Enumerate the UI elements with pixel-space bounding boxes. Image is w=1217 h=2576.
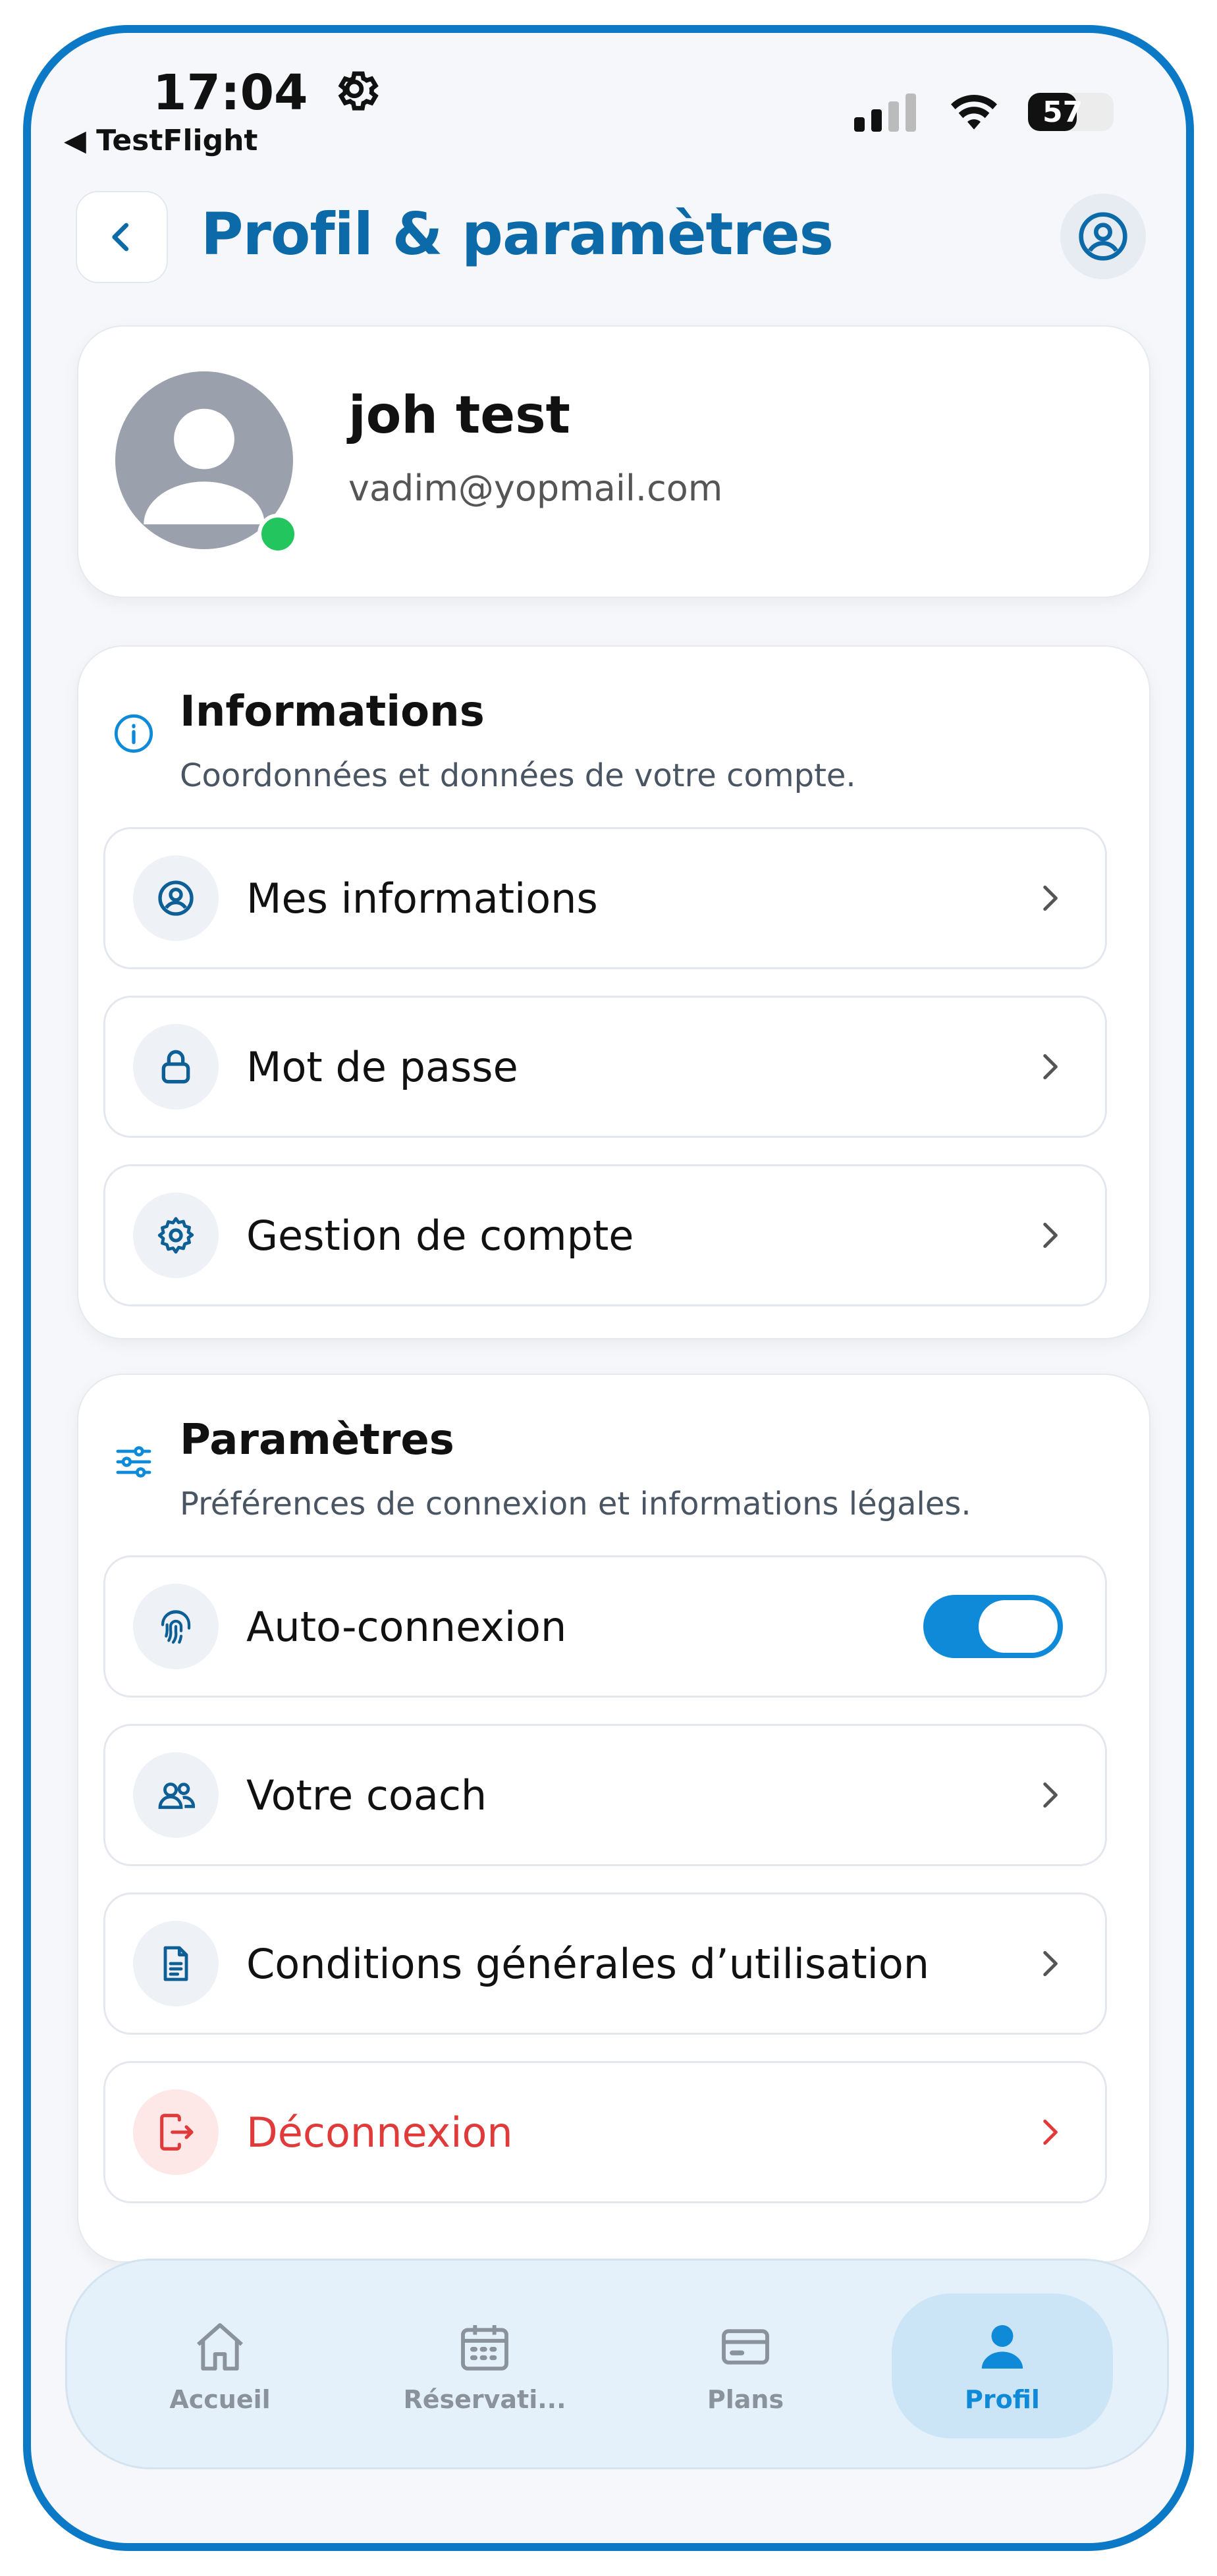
home-icon bbox=[191, 2318, 249, 2376]
battery-icon: 57 bbox=[1028, 93, 1114, 131]
row-auto-connexion bbox=[103, 1555, 1107, 1698]
row-label: Mes informations bbox=[246, 874, 598, 923]
chevron-right-icon bbox=[1033, 1219, 1066, 1252]
document-icon bbox=[133, 1921, 219, 2006]
page-title: Profil & paramètres bbox=[201, 200, 834, 268]
row-label: Auto-connexion bbox=[246, 1602, 567, 1651]
tab-profil[interactable] bbox=[892, 2294, 1113, 2438]
status-indicators bbox=[854, 92, 1114, 132]
profile-name: joh test bbox=[348, 386, 570, 445]
row-deconnexion[interactable] bbox=[103, 2061, 1107, 2203]
informations-subtitle: Coordonnées et données de votre compte. bbox=[180, 757, 856, 794]
users-icon bbox=[133, 1752, 219, 1838]
phone-frame bbox=[23, 25, 1194, 2551]
parametres-subtitle: Préférences de connexion et informations légales. bbox=[180, 1486, 971, 1522]
parametres-title: Paramètres bbox=[180, 1416, 454, 1464]
online-status-dot bbox=[257, 514, 298, 554]
row-conditions-generales[interactable] bbox=[103, 1892, 1107, 2035]
profile-card bbox=[77, 325, 1150, 598]
auto-connexion-toggle[interactable] bbox=[923, 1595, 1063, 1658]
back-button[interactable] bbox=[76, 191, 168, 283]
gear-icon bbox=[133, 1193, 219, 1278]
bottom-tab-bar bbox=[65, 2259, 1169, 2469]
row-mes-informations[interactable] bbox=[103, 827, 1107, 969]
chevron-right-icon bbox=[1033, 2116, 1066, 2149]
lock-icon bbox=[133, 1024, 219, 1110]
info-icon bbox=[113, 712, 155, 755]
profile-email: vadim@yopmail.com bbox=[348, 468, 723, 509]
chevron-right-icon bbox=[1033, 1050, 1066, 1083]
back-to-testflight[interactable]: ◀ TestFlight bbox=[64, 124, 258, 157]
user-circle-icon bbox=[133, 855, 219, 941]
row-label: Votre coach bbox=[246, 1771, 487, 1819]
row-gestion-de-compte[interactable] bbox=[103, 1164, 1107, 1306]
informations-title: Informations bbox=[180, 687, 485, 736]
chevron-right-icon bbox=[1033, 1779, 1066, 1811]
tab-accueil[interactable] bbox=[121, 2261, 319, 2471]
sliders-icon bbox=[113, 1441, 155, 1483]
wifi-icon bbox=[946, 92, 1002, 132]
row-label: Mot de passe bbox=[246, 1042, 518, 1091]
chevron-right-icon bbox=[1033, 1947, 1066, 1980]
card-icon bbox=[717, 2318, 774, 2376]
tab-label: Plans bbox=[707, 2385, 784, 2414]
row-votre-coach[interactable] bbox=[103, 1724, 1107, 1866]
logout-icon bbox=[133, 2089, 219, 2175]
chevron-right-icon bbox=[1033, 882, 1066, 915]
profile-avatar-button[interactable] bbox=[1060, 194, 1146, 279]
user-circle-icon bbox=[1077, 210, 1129, 263]
row-label: Déconnexion bbox=[246, 2108, 513, 2157]
row-label: Conditions générales d’utilisation bbox=[246, 1939, 930, 1988]
back-triangle-icon: ◀ bbox=[64, 124, 97, 157]
chevron-left-icon bbox=[104, 219, 140, 255]
calendar-icon bbox=[456, 2318, 514, 2376]
tab-label: Accueil bbox=[169, 2385, 271, 2414]
row-mot-de-passe[interactable] bbox=[103, 996, 1107, 1138]
tab-reservations[interactable] bbox=[386, 2261, 583, 2471]
person-icon bbox=[973, 2318, 1031, 2376]
tab-label: Réservati... bbox=[403, 2385, 566, 2414]
status-time: 17:04 bbox=[153, 65, 379, 121]
signal-icon bbox=[854, 92, 920, 132]
row-label: Gestion de compte bbox=[246, 1211, 634, 1260]
tab-label: Profil bbox=[965, 2385, 1040, 2414]
settings-gear-icon bbox=[330, 65, 379, 113]
fingerprint-icon bbox=[133, 1584, 219, 1669]
tab-plans[interactable] bbox=[647, 2261, 844, 2471]
